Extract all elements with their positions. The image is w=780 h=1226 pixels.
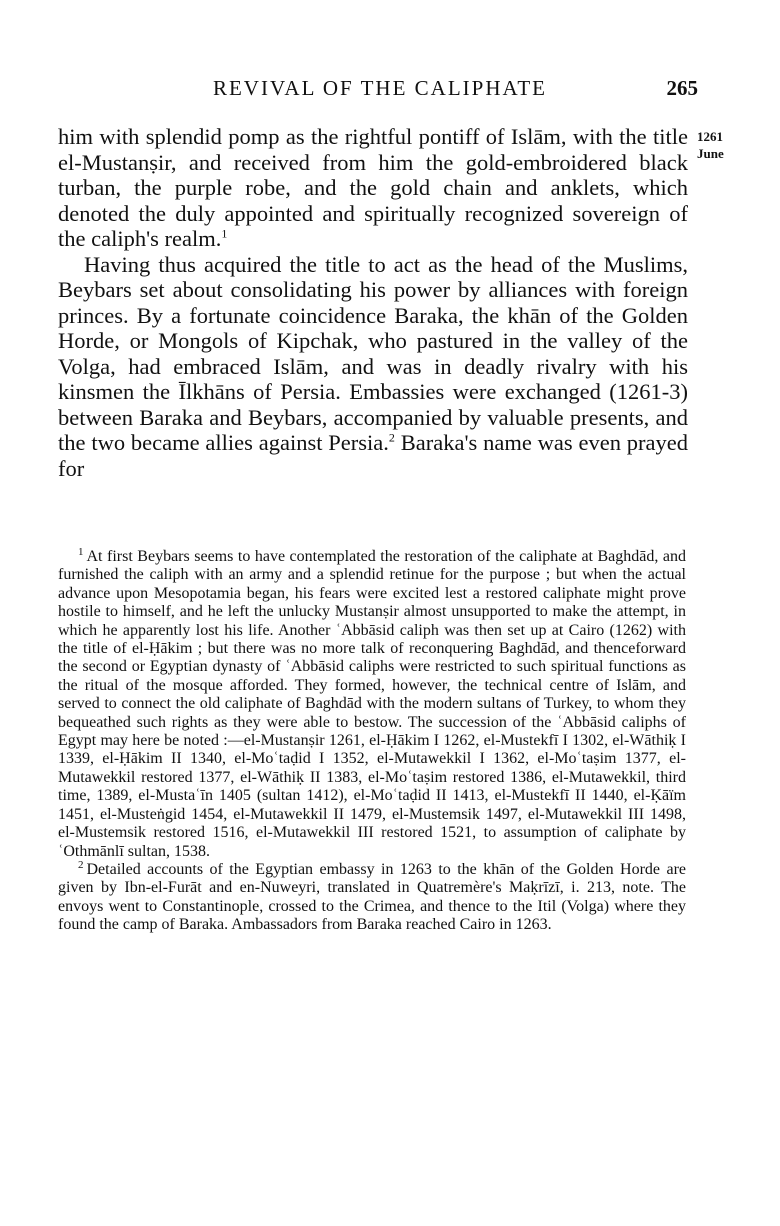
running-head — [60, 76, 700, 106]
footnote-1-mark: 1 — [78, 545, 84, 558]
footnote-2-mark: 2 — [78, 858, 84, 871]
footnote-2 — [58, 858, 686, 935]
paragraph-2-text: Having thus acquired the title to act as the head of the Muslims, Beybars set about consolidating his power by alliances with foreign princes. By a fortunate coincidence Baraka, the khān of the Golden Horde, or Mongols of Kipchak, who pastured in the valley of the Volga, had embraced Islām, and was in deadly rivalry with his kinsmen the Īlkhāns of Persia. Embassies were exchanged (1261-3) between Baraka and Beybars, accompanied by valuable presents, and the two became allies against Persia. — [58, 251, 688, 455]
margin-note-month: June — [697, 146, 724, 161]
page-number: 265 — [666, 76, 698, 100]
footnote-ref-1: 1 — [221, 226, 228, 241]
footnote-2-text: Detailed accounts of the Egyptian embassy in 1263 to the khān of the Golden Horde are given by Ibn-el-Furāt and en-Nuweyri, translated in Quatremère's Maḳrīzī, i. 213, note. The envoys went to Constantinople, crossed to the Crimea, and thence to the Itil (Volga) where they found the camp of Baraka. Ambassadors from Baraka reached Cairo in 1263. — [58, 860, 686, 934]
paragraph-2 — [58, 252, 688, 482]
footnote-1 — [58, 545, 686, 861]
margin-note-year: 1261 — [697, 129, 723, 144]
paragraph-2-continuation: Baraka's name was even prayed for — [58, 430, 688, 481]
footnote-ref-2: 2 — [388, 430, 395, 445]
main-text — [58, 124, 688, 481]
paragraph-1-text: him with splendid pomp as the rightful pontiff of Islām, with the title el-Mustanṣir, and received from him the gold-embroidered black turban, the purple robe, and the gold chain and anklets, which denoted the duly appointed and spiritually recognized sovereign of the caliph's realm. — [58, 124, 688, 251]
margin-date-note — [697, 128, 757, 162]
paragraph-1 — [58, 124, 688, 252]
footnote-1-text: At first Beybars seems to have contemplated the restoration of the caliphate at Baghdād, and furnished the caliph with an army and a splendid retinue for the purpose ; but when the actual advance upon Mesopotamia began, his fears were excited lest a restored caliphate might prove hostile to himself, and he left the unlucky Mustanṣir almost unsupported to make the attempt, in which he apparently lost his life. Another ʿAbbāsid caliph was then set up at Cairo (1262) with the title of el-Ḥākim ; but there was no more talk of reconquering Baghdād, and thenceforward the second or Egyptian dynasty of ʿAbbāsid caliphs were restricted to such spiritual functions as the ritual of the mosque afforded. They formed, however, the technical centre of Islām, and served to connect the old caliphate of Baghdād with the modern sultans of Turkey, to whom they bequeathed such rights as they were able to bestow. The succession of the ʿAbbāsid caliphs of Egypt may here be noted :—el-Mustanṣir 1261, el-Ḥākim I 1262, el-Mustekfī I 1302, el-Wāthiḳ I 1339, el-Ḥākim II 1340, el-Moʿtaḍid I 1352, el-Mutawekkil I 1362, el-Moʿtaṣim 1377, el-Mutawekkil restored 1377, el-Wāthiḳ II 1383, el-Moʿtaṣim restored 1386, el-Mutawekkil, third time, 1389, el-Mustaʿīn 1405 (sultan 1412), el-Moʿtaḍid II 1413, el-Mustekfī II 1440, el-Ḳāïm 1451, el-Musteṅgid 1454, el-Mutawekkil II 1479, el-Mustemsik 1497, el-Mutawekkil III 1498, el-Mustemsik restored 1516, el-Mutawekkil III restored 1521, to assumption of caliphate by ʿOthmānlī sultan, 1538. — [58, 548, 686, 860]
footnotes — [58, 545, 686, 935]
running-title: REVIVAL OF THE CALIPHATE — [212, 76, 548, 100]
